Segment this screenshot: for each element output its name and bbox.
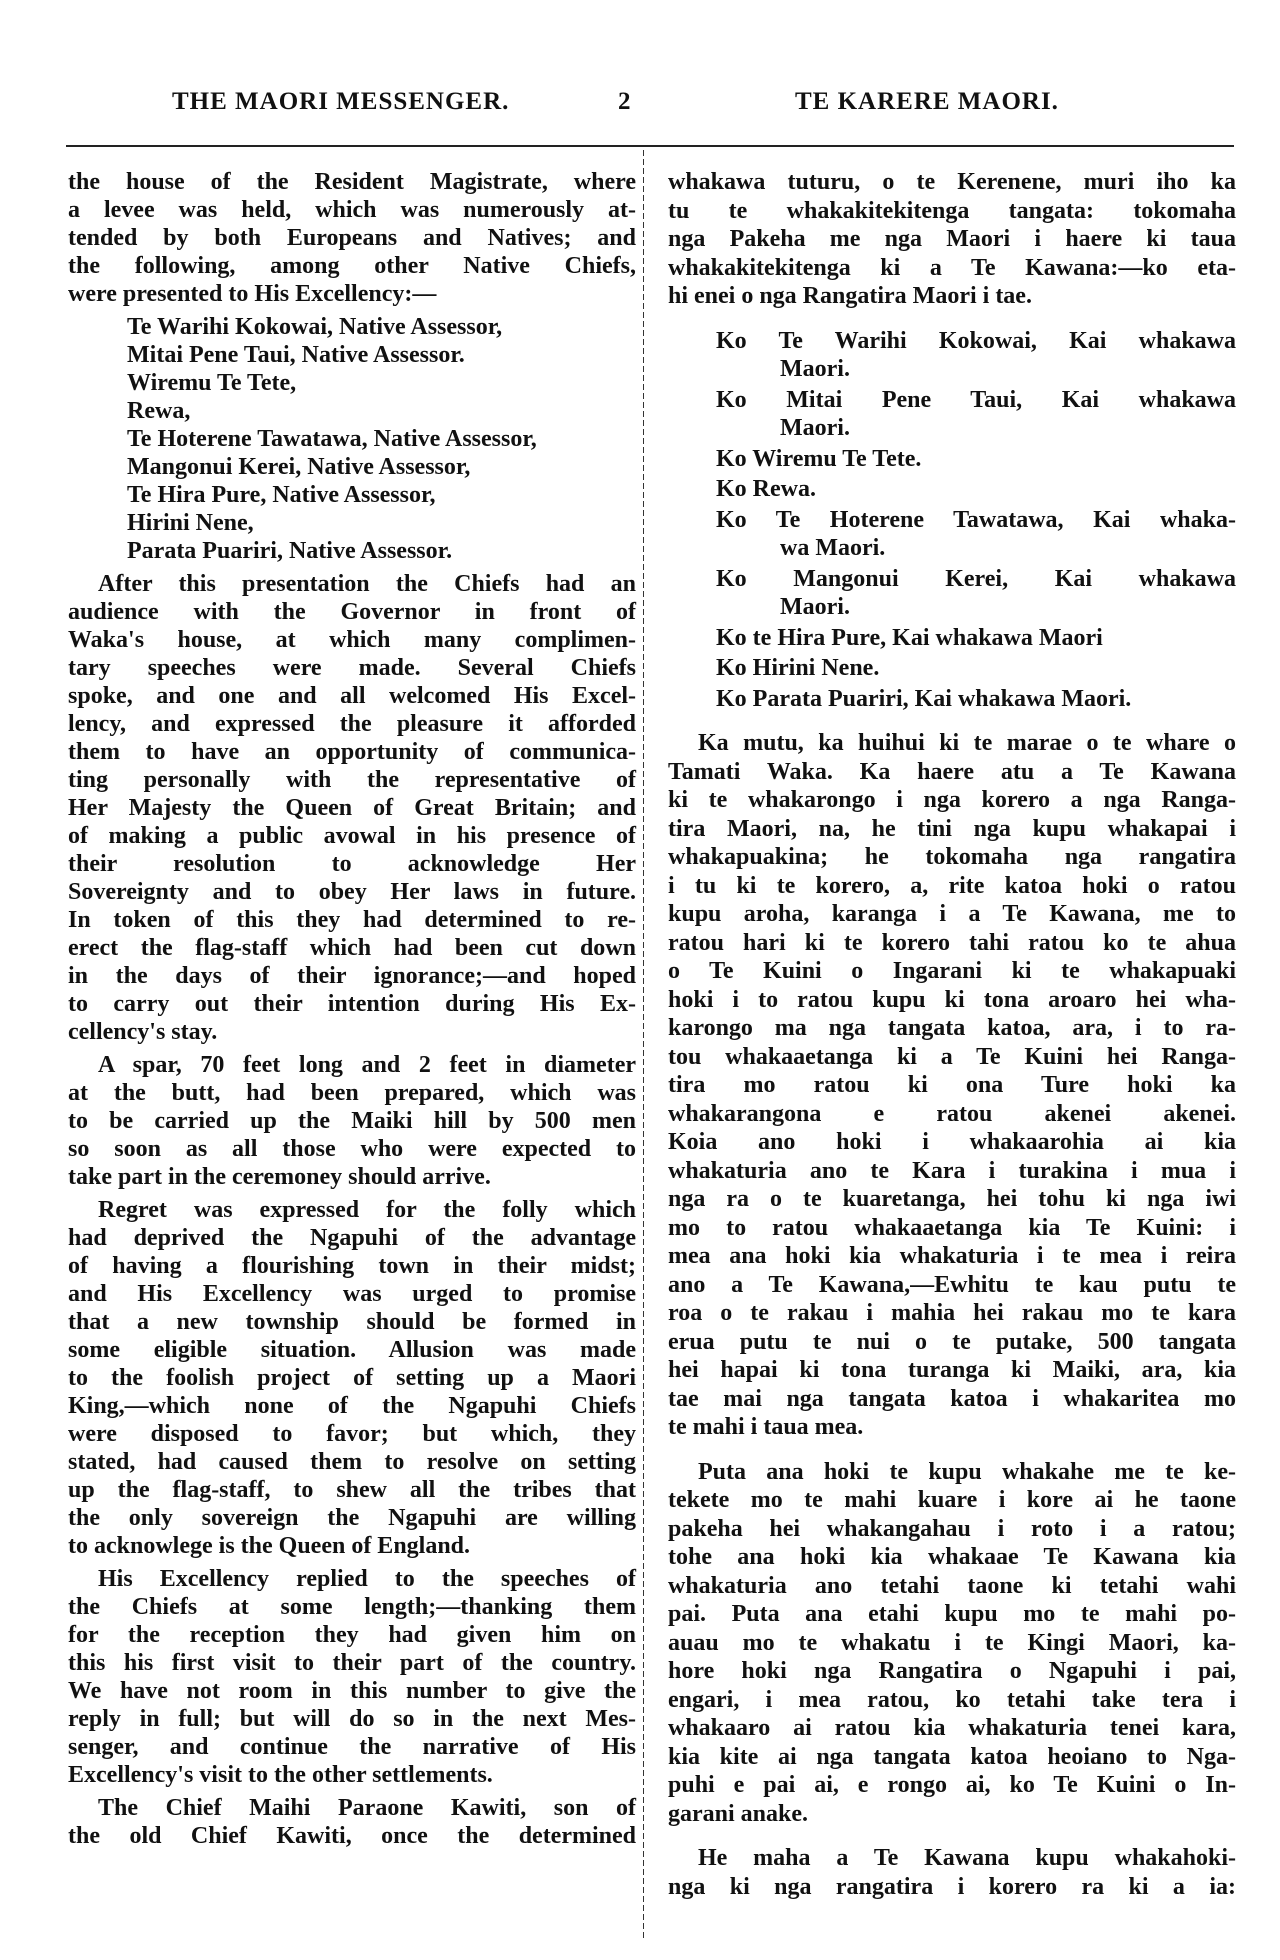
chief-list-item	[668, 624, 1236, 653]
text-line: Sovereignty and to obey Her laws in future.	[68, 879, 636, 905]
text-line: hore hoki nga Rangatira o Ngapuhi i pai,	[668, 1658, 1236, 1684]
text-line: Ko te Hira Pure, Kai whakawa Maori	[716, 624, 1103, 651]
text-line: Puta ana hoki te kupu whakahe me te ke-	[698, 1458, 1236, 1485]
text-line: for the reception they had given him on	[68, 1622, 636, 1648]
text-line: stated, had caused them to resolve on setting	[68, 1449, 636, 1475]
chief-list-item	[668, 654, 1236, 683]
text-line: Ko Hirini Nene.	[716, 655, 880, 681]
text-line: pakeha hei whakangahau i roto i a ratou;	[668, 1515, 1236, 1542]
text-line: cellency's stay.	[68, 1019, 218, 1045]
text-line: were disposed to favor; but which, they	[68, 1421, 636, 1447]
text-line: Tamati Waka. Ka haere atu a Te Kawana	[668, 758, 1236, 785]
masthead-english-title: THE MAORI MESSENGER.	[172, 88, 510, 115]
chief-list-item	[668, 386, 1236, 443]
text-line: Mitai Pene Taui, Native Assessor.	[127, 342, 465, 368]
column-divider	[643, 150, 644, 1940]
text-line: tary speeches were made. Several Chiefs	[68, 655, 636, 681]
text-line: them to have an opportunity of communica-	[68, 739, 636, 765]
text-line: a levee was held, which was numerously at-	[68, 197, 636, 223]
text-line: to carry out their intention during His Ex-	[68, 991, 636, 1017]
text-line: had deprived the Ngapuhi of the advantage	[68, 1225, 636, 1251]
text-line: Ko Mangonui Kerei, Kai whakawa	[716, 565, 1236, 592]
text-line: this his first visit to their part of the country.	[68, 1650, 636, 1676]
text-line: and His Excellency was urged to promise	[68, 1281, 636, 1307]
text-line: Mangonui Kerei, Native Assessor,	[127, 454, 471, 480]
text-line: to be carried up the Maiki hill by 500 men	[68, 1108, 636, 1134]
text-line: whakaaro ai ratou kia whakaturia tenei kara,	[668, 1715, 1236, 1741]
text-line: ano a Te Kawana,—Ewhitu te kau putu te	[668, 1271, 1236, 1298]
text-line: Te Hoterene Tawatawa, Native Assessor,	[127, 426, 537, 452]
text-line: erua putu te nui o te putake, 500 tangata	[668, 1328, 1236, 1355]
english-column	[68, 168, 636, 1855]
text-line: Her Majesty the Queen of Great Britain; and	[68, 795, 636, 821]
paragraph	[68, 1196, 636, 1560]
chief-list-item	[668, 506, 1236, 563]
text-line: i tu ki te korero, a, rite katoa hoki o ratou	[668, 872, 1236, 899]
masthead-maori-title: TE KARERE MAORI.	[795, 88, 1059, 115]
text-line: tekete mo te mahi kuare i kore ai he taone	[668, 1487, 1236, 1513]
text-line: He maha a Te Kawana kupu whakahoki-	[698, 1845, 1236, 1871]
text-line: Te Warihi Kokowai, Native Assessor,	[127, 314, 503, 340]
text-line: lency, and expressed the pleasure it afforded	[68, 711, 636, 737]
text-line: His Excellency replied to the speeches of	[98, 1566, 636, 1592]
text-line: tira Maori, na, he tini nga kupu whakapai i	[668, 815, 1236, 842]
text-line: engari, i mea ratou, ko tetahi take tera i	[668, 1686, 1236, 1713]
text-line: Ko Mitai Pene Taui, Kai whakawa	[716, 386, 1236, 413]
text-line: tohe ana hoki kia whakaae Te Kawana kia	[668, 1544, 1236, 1570]
text-line: in the days of their ignorance;—and hoped	[68, 963, 636, 989]
text-line: whakapuakina; he tokomaha nga rangatira	[668, 844, 1236, 870]
text-line: the house of the Resident Magistrate, where	[68, 169, 636, 195]
text-line: audience with the Governor in front of	[68, 599, 636, 625]
text-line: Maori.	[780, 415, 850, 441]
paragraph	[668, 729, 1236, 1442]
text-line: tae mai nga tangata katoa i whakaritea mo	[668, 1385, 1236, 1412]
text-line: whakarangona e ratou akenei akenei.	[668, 1100, 1236, 1127]
text-line: to the foolish project of setting up a Maori	[68, 1365, 636, 1391]
paragraph	[68, 570, 636, 1046]
text-line: karongo ma nga tangata katoa, ara, i to ra-	[668, 1015, 1236, 1041]
text-line: senger, and continue the narrative of His	[68, 1734, 636, 1760]
text-line: mo to ratou whakaaetanga kia Te Kuini: i	[668, 1214, 1236, 1241]
text-line: Maori.	[780, 594, 850, 620]
paragraph	[68, 1051, 636, 1191]
text-line: up the flag-staff, to shew all the tribes that	[68, 1477, 636, 1503]
text-line: roa o te rakau i mahia hei rakau mo te kara	[668, 1300, 1236, 1326]
text-line: their resolution to acknowledge Her	[68, 851, 636, 877]
text-line: nga Pakeha me nga Maori i haere ki taua	[668, 226, 1236, 252]
text-line: King,—which none of the Ngapuhi Chiefs	[68, 1393, 636, 1419]
text-line: puhi e pai ai, e rongo ai, ko Te Kuini o In-	[668, 1772, 1236, 1798]
paragraph	[68, 1794, 636, 1850]
text-line: A spar, 70 feet long and 2 feet in diameter	[98, 1052, 636, 1078]
text-line: the Chiefs at some length;—thanking them	[68, 1594, 636, 1620]
text-line: Regret was expressed for the folly which	[98, 1197, 636, 1223]
text-line: nga ki nga rangatira i korero ra ki a ia:	[668, 1873, 1236, 1900]
text-line: whakaturia ano te Kara i turakina i mua i	[668, 1157, 1236, 1184]
paragraph	[68, 168, 636, 308]
text-line: Ko Rewa.	[716, 476, 816, 502]
text-line: tu te whakakitekitenga tangata: tokomaha	[668, 197, 1236, 224]
text-line: reply in full; but will do so in the next Mes-	[68, 1706, 636, 1732]
text-line: the following, among other Native Chiefs,	[68, 253, 636, 279]
text-line: Maori.	[780, 356, 850, 382]
text-line: whakakitekitenga ki a Te Kawana:—ko eta-	[668, 254, 1236, 281]
text-line: tended by both Europeans and Natives; and	[68, 225, 636, 251]
text-line: ting personally with the representative of	[68, 767, 636, 793]
text-line: hoki i to ratou kupu ki tona aroaro hei wha-	[668, 986, 1236, 1013]
text-line: erect the flag-staff which had been cut down	[68, 935, 636, 961]
paragraph	[668, 1844, 1236, 1901]
chief-names-list	[68, 313, 636, 565]
paragraph	[68, 1565, 636, 1789]
paragraph	[668, 168, 1236, 311]
text-line: pai. Puta ana etahi kupu mo te mahi po-	[668, 1601, 1236, 1627]
chief-list-item	[668, 445, 1236, 474]
header-rule	[66, 145, 1234, 147]
text-line: ratou hari ki te korero tahi ratou ko te ahua	[668, 929, 1236, 956]
text-line: the old Chief Kawiti, once the determined	[68, 1823, 636, 1849]
text-line: mea ana hoki kia whakaturia i te mea i reira	[668, 1243, 1236, 1269]
text-line: whakawa tuturu, o te Kerenene, muri iho ka	[668, 169, 1236, 195]
text-line: The Chief Maihi Paraone Kawiti, son of	[98, 1795, 636, 1821]
text-line: auau mo te whakatu i te Kingi Maori, ka-	[668, 1629, 1236, 1656]
text-line: After this presentation the Chiefs had an	[98, 571, 636, 597]
paragraph	[668, 1458, 1236, 1829]
text-line: wa Maori.	[780, 535, 886, 561]
text-line: We have not room in this number to give the	[68, 1678, 636, 1704]
text-line: o Te Kuini o Ingarani ki te whakapuaki	[668, 958, 1236, 984]
text-line: nga ra o te kuaretanga, hei tohu ki nga iwi	[668, 1186, 1236, 1212]
text-line: Ko Wiremu Te Tete.	[716, 445, 922, 472]
text-line: Ko Te Warihi Kokowai, Kai whakawa	[716, 327, 1236, 354]
text-line: tou whakaaetanga ki a Te Kuini hei Ranga-	[668, 1043, 1236, 1070]
text-line: In token of this they had determined to re-	[68, 907, 636, 933]
chief-list-item	[668, 685, 1236, 714]
text-line: at the butt, had been prepared, which was	[68, 1080, 636, 1106]
text-line: to acknowlege is the Queen of England.	[68, 1533, 471, 1559]
text-line: Rewa,	[127, 398, 191, 424]
text-line: spoke, and one and all welcomed His Excel-	[68, 683, 636, 709]
text-line: te mahi i taua mea.	[668, 1414, 864, 1440]
text-line: some eligible situation. Allusion was made	[68, 1337, 636, 1363]
text-line: kupu aroha, karanga i a Te Kawana, me to	[668, 901, 1236, 927]
text-line: Hirini Nene,	[127, 510, 254, 536]
text-line: so soon as all those who were expected to	[68, 1136, 636, 1162]
text-line: whakaturia ano tetahi taone ki tetahi wahi	[668, 1572, 1236, 1599]
text-line: Excellency's visit to the other settlements.	[68, 1762, 493, 1788]
text-line: Ko Te Hoterene Tawatawa, Kai whaka-	[716, 506, 1236, 533]
text-line: garani anake.	[668, 1800, 809, 1827]
text-line: the only sovereign the Ngapuhi are willing	[68, 1505, 636, 1531]
chief-list-item	[668, 565, 1236, 622]
text-line: tira mo ratou ki ona Ture hoki ka	[668, 1072, 1236, 1098]
text-line: Ka mutu, ka huihui ki te marae o te whare o	[698, 730, 1236, 756]
text-line: that a new township should be formed in	[68, 1309, 636, 1335]
text-line: were presented to His Excellency:—	[68, 281, 437, 307]
maori-column	[668, 168, 1236, 1917]
text-line: of making a public avowal in his presence of	[68, 823, 636, 849]
chief-list-item	[668, 475, 1236, 504]
text-line: hi enei o nga Rangatira Maori i tae.	[668, 283, 1032, 309]
text-line: Parata Puariri, Native Assessor.	[127, 538, 453, 564]
text-line: of having a flourishing town in their midst;	[68, 1253, 636, 1279]
text-line: Ko Parata Puariri, Kai whakawa Maori.	[716, 685, 1132, 712]
text-line: hei hapai ki tona turanga ki Maiki, ara, kia	[668, 1357, 1236, 1383]
page-number: 2	[618, 88, 632, 115]
text-line: Koia ano hoki i whakaarohia ai kia	[668, 1129, 1236, 1155]
chief-list-item	[668, 327, 1236, 384]
text-line: take part in the ceremoney should arrive.	[68, 1164, 491, 1190]
text-line: ki te whakarongo i nga korero a nga Ranga-	[668, 787, 1236, 813]
text-line: Wiremu Te Tete,	[127, 370, 297, 396]
text-line: kia kite ai nga tangata katoa heoiano to Nga-	[668, 1743, 1236, 1770]
text-line: Te Hira Pure, Native Assessor,	[127, 482, 436, 508]
text-line: Waka's house, at which many complimen-	[68, 627, 636, 653]
